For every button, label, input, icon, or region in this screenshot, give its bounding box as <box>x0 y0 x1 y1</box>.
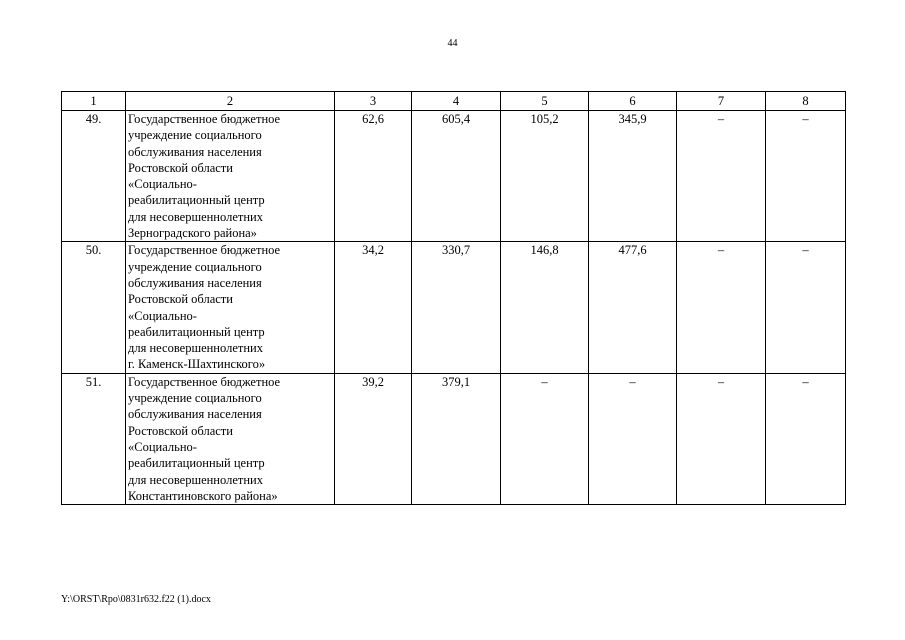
table-cell: 34,2 <box>335 242 412 373</box>
page-number: 44 <box>447 38 458 49</box>
row-number: 49. <box>62 111 126 242</box>
file-path-footer: Y:\ORST\Rpo\0831r632.f22 (1).docx <box>61 594 211 605</box>
table-cell: – <box>766 111 846 242</box>
table-cell: 105,2 <box>501 111 589 242</box>
table-cell: – <box>677 242 766 373</box>
table-cell: – <box>501 373 589 504</box>
institution-name: Государственное бюджетное учреждение социального обслуживания населения Ростовской области «Социально- реабилитационный центр для несовершеннолетних Зерноградского района» <box>126 111 335 242</box>
institution-name: Государственное бюджетное учреждение социального обслуживания населения Ростовской области «Социально- реабилитационный центр для несовершеннолетних Константиновского района» <box>126 373 335 504</box>
column-header: 3 <box>335 92 412 111</box>
data-table <box>61 91 846 505</box>
table-cell: 605,4 <box>412 111 501 242</box>
column-header: 8 <box>766 92 846 111</box>
table-cell: 62,6 <box>335 111 412 242</box>
header-row <box>62 92 846 111</box>
table-row <box>62 111 846 242</box>
table-row <box>62 373 846 504</box>
column-header: 1 <box>62 92 126 111</box>
column-header: 6 <box>589 92 677 111</box>
column-header: 5 <box>501 92 589 111</box>
column-header: 2 <box>126 92 335 111</box>
table-cell: – <box>766 373 846 504</box>
table-cell: 330,7 <box>412 242 501 373</box>
column-header: 4 <box>412 92 501 111</box>
table-row <box>62 242 846 373</box>
row-number: 50. <box>62 242 126 373</box>
row-number: 51. <box>62 373 126 504</box>
column-header: 7 <box>677 92 766 111</box>
table-cell: – <box>677 111 766 242</box>
institution-name: Государственное бюджетное учреждение социального обслуживания населения Ростовской области «Социально- реабилитационный центр для несовершеннолетних г. Каменск-Шахтинского» <box>126 242 335 373</box>
table-cell: 379,1 <box>412 373 501 504</box>
table-cell: 39,2 <box>335 373 412 504</box>
table-cell: 345,9 <box>589 111 677 242</box>
table-cell: – <box>766 242 846 373</box>
table-cell: – <box>589 373 677 504</box>
table-cell: 146,8 <box>501 242 589 373</box>
table-cell: – <box>677 373 766 504</box>
table-cell: 477,6 <box>589 242 677 373</box>
